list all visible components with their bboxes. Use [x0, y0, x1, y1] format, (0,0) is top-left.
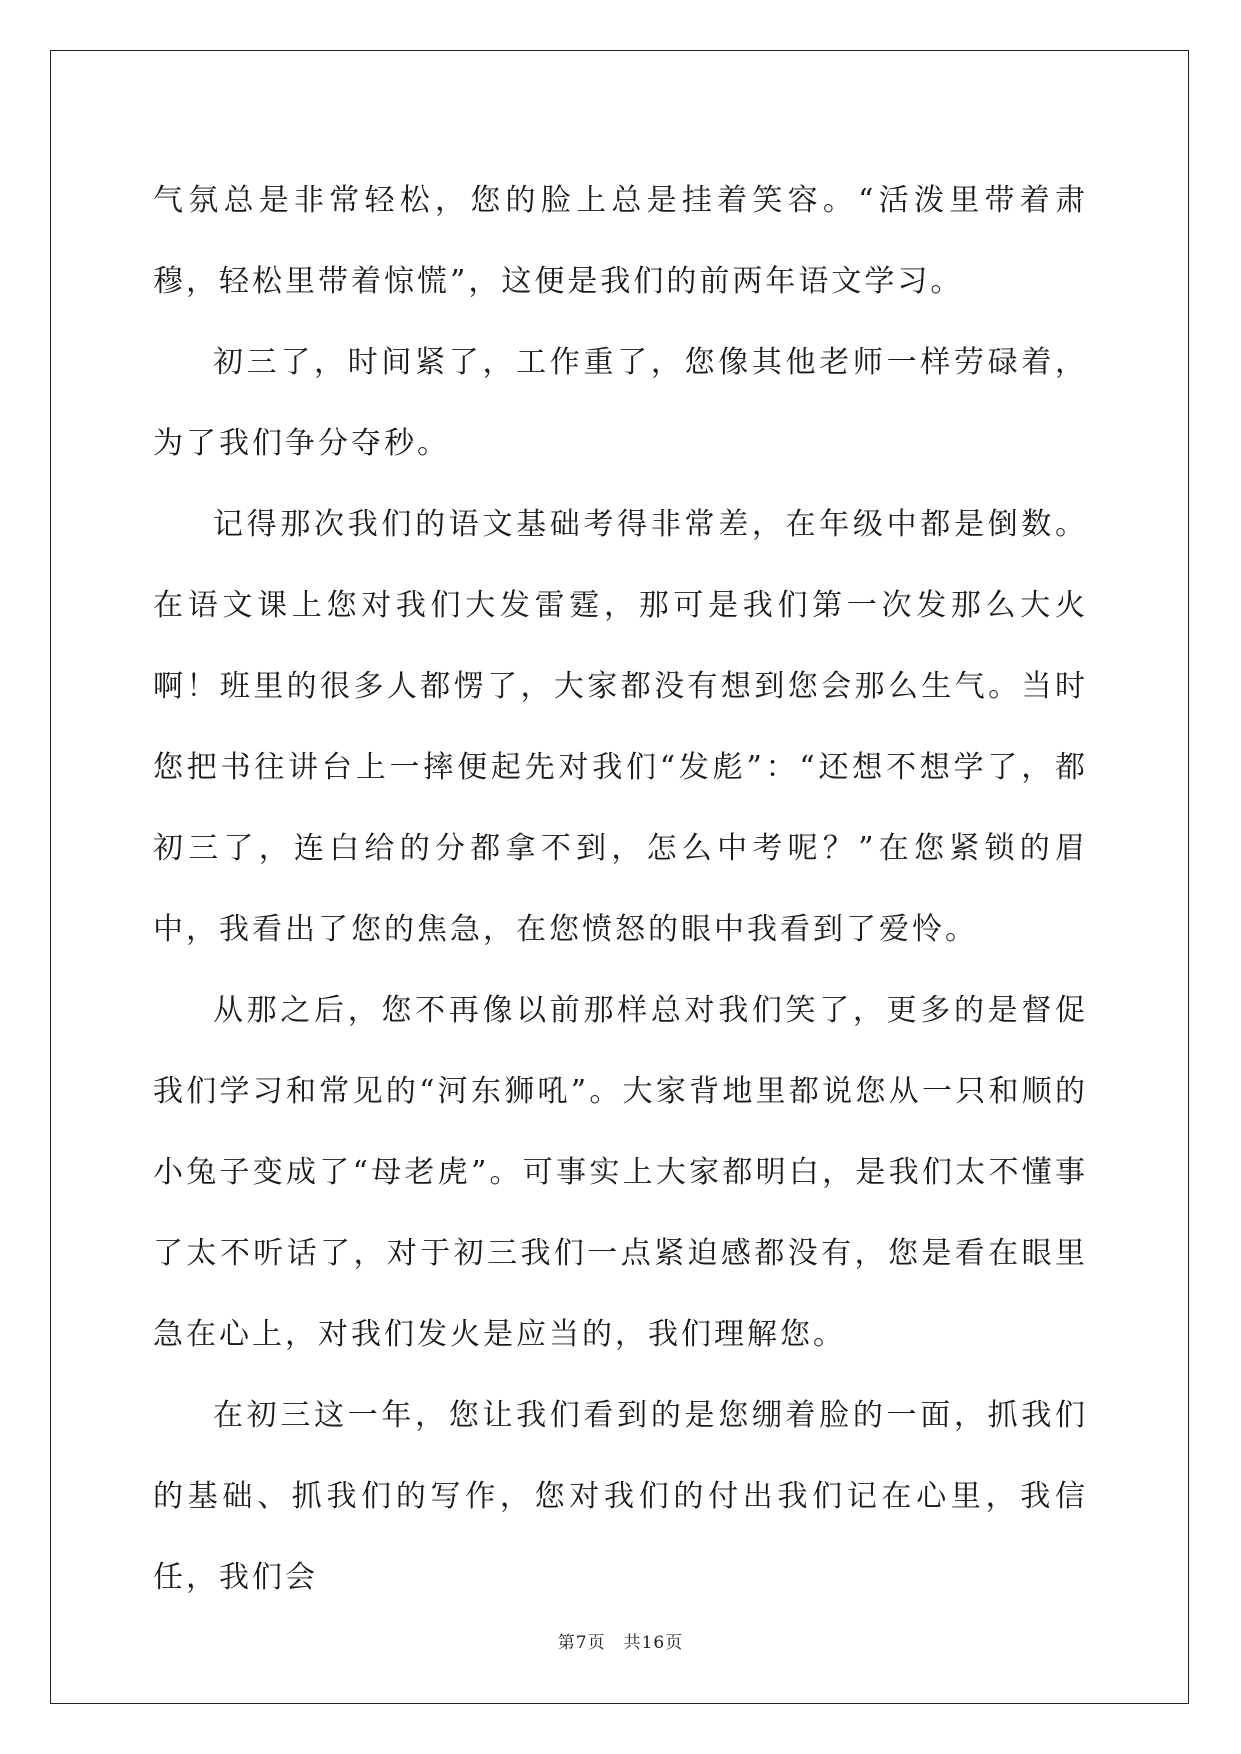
- document-body: [153, 160, 1088, 1618]
- current-page-number: 第7页: [557, 1633, 606, 1653]
- paragraph-4: 从那之后，您不再像以前那样总对我们笑了，更多的是督促我们学习和常见的“河东狮吼”。大家背地里都说您从一只和顺的小兔子变成了“母老虎”。可事实上大家都明白，是我们太不懂事了太不听话了，对于初三我们一点紧迫感都没有，您是看在眼里急在心上，对我们发火是应当的，我们理解您。: [153, 993, 1088, 1352]
- total-page-count: 共16页: [623, 1633, 684, 1653]
- page-footer: [0, 1628, 1241, 1653]
- paragraph-1: 气氛总是非常轻松，您的脸上总是挂着笑容。“活泼里带着肃穆，轻松里带着惊慌”，这便是我们的前两年语文学习。: [153, 183, 1088, 299]
- paragraph-5: 在初三这一年，您让我们看到的是您绷着脸的一面，抓我们的基础、抓我们的写作，您对我们的付出我们记在心里，我信任，我们会: [153, 1398, 1088, 1595]
- paragraph-2: 初三了，时间紧了，工作重了，您像其他老师一样劳碌着，为了我们争分夺秒。: [153, 345, 1088, 461]
- paragraph-3: 记得那次我们的语文基础考得非常差，在年级中都是倒数。在语文课上您对我们大发雷霆，那可是我们第一次发那么大火啊！班里的很多人都愣了，大家都没有想到您会那么生气。当时您把书往讲台上一摔便起先对我们“发彪”：“还想不想学了，都初三了，连白给的分都拿不到，怎么中考呢？”在您紧锁的眉中，我看出了您的焦急，在您愤怒的眼中我看到了爱怜。: [153, 507, 1088, 947]
